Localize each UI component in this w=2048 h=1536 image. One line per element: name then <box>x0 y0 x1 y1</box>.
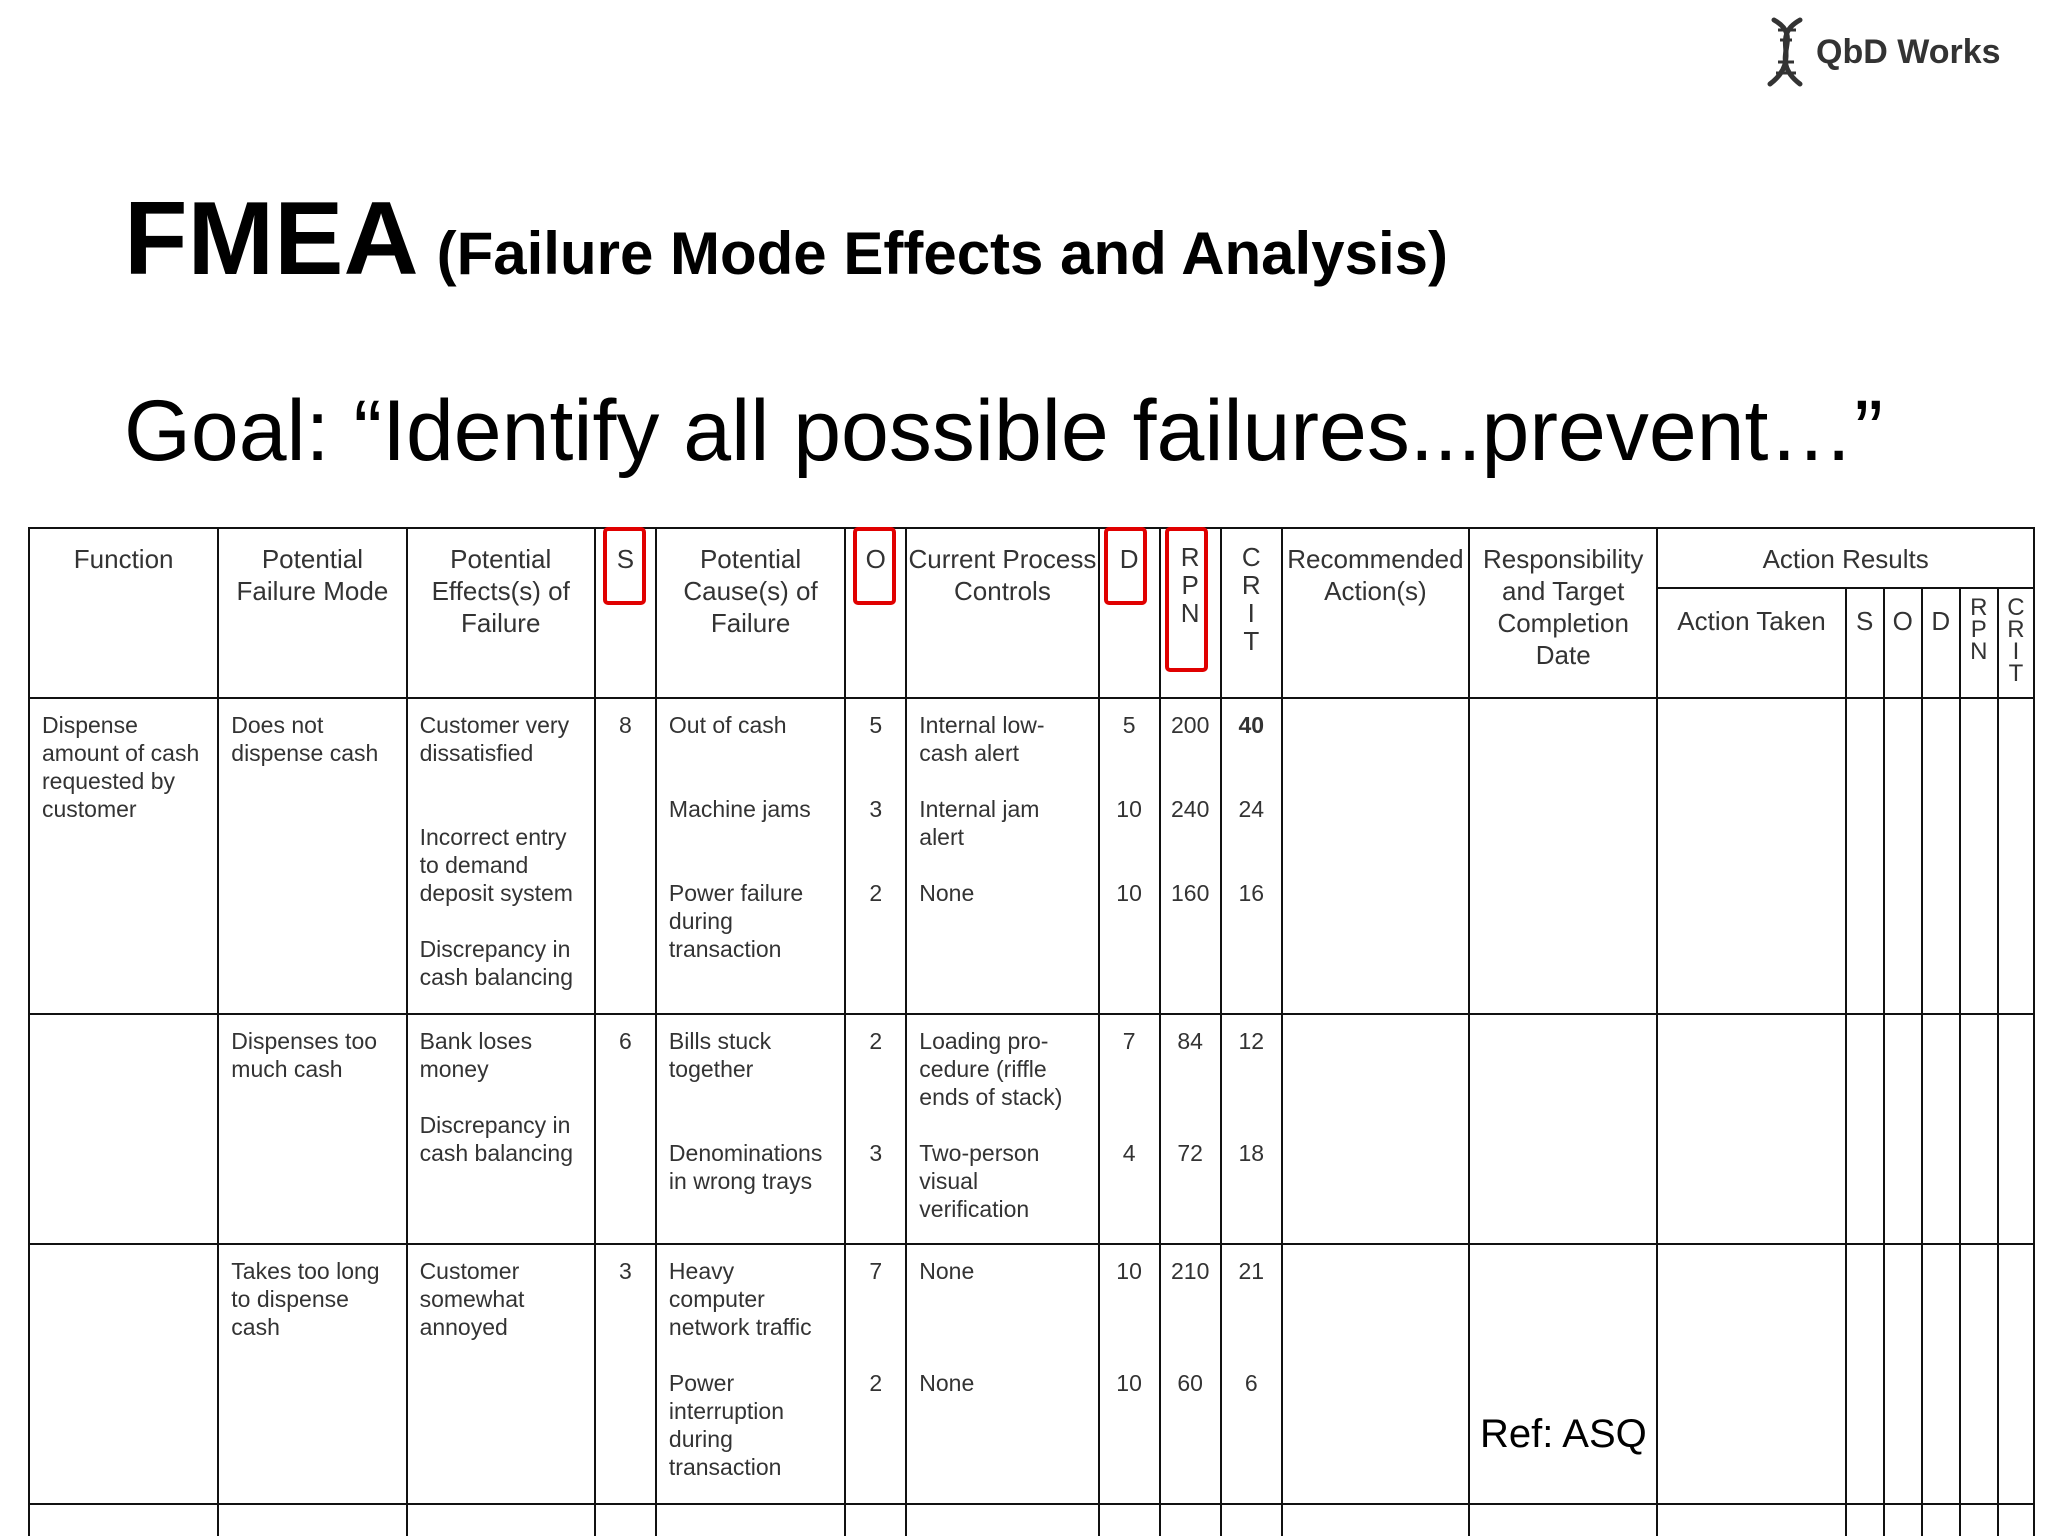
cell-ar-d <box>1922 698 1960 1014</box>
table-row <box>29 698 2034 1014</box>
cell-recommended <box>1282 698 1469 1014</box>
cell-ar-s <box>1846 1244 1884 1504</box>
title-main: FMEA <box>124 181 419 297</box>
cell-recommended <box>1282 1014 1469 1244</box>
cell-severity: 6 <box>595 1014 656 1244</box>
header-recommended-actions: Recommended Action(s) <box>1282 528 1469 698</box>
header-action-results: Action Results <box>1657 528 2034 588</box>
cell-ar-s <box>1846 1014 1884 1244</box>
cell-ar-d <box>1922 1244 1960 1504</box>
header-failure-mode: Potential Failure Mode <box>218 528 406 698</box>
cell-ar-d <box>1922 1014 1960 1244</box>
cell-ar-rpn <box>1960 1244 1998 1504</box>
cell-crit: 12 18 <box>1221 1014 1282 1244</box>
cell-detection: 5 10 10 <box>1099 698 1160 1014</box>
highlight-rpn <box>1165 527 1208 672</box>
fmea-table <box>28 527 2035 1536</box>
cell-effects: Bank loses money Discrepancy in cash balancing <box>407 1014 595 1244</box>
cell-ar-crit <box>1998 1014 2034 1244</box>
qbd-works-logo <box>1756 16 2001 88</box>
header-effects: Potential Effects(s) of Failure <box>407 528 595 698</box>
dna-helix-icon <box>1756 16 1814 88</box>
cell-causes: Bills stuck together Denominations in wrong trays <box>656 1014 845 1244</box>
cell-function <box>29 1014 218 1244</box>
cell-failure-mode: Does not dispense cash <box>218 698 406 1014</box>
cell-effects: Customer somewhat annoyed <box>407 1244 595 1504</box>
cell-failure-mode: Takes too long to dispense cash <box>218 1244 406 1504</box>
header-responsibility: Responsibility and Target Completion Date <box>1469 528 1657 698</box>
header-crit: C R I T <box>1221 528 1282 698</box>
header-ar-detection: D <box>1922 588 1960 698</box>
cell-ar-o <box>1884 698 1922 1014</box>
header-severity: S <box>595 528 656 698</box>
fmea-table-wrapper <box>28 527 2035 1536</box>
cell-ar-rpn <box>1960 1014 1998 1244</box>
cell-rpn: 210 60 <box>1160 1244 1221 1504</box>
header-ar-crit: C R I T <box>1998 588 2034 698</box>
cell-occurrence: 2 3 <box>845 1014 906 1244</box>
cell-ar-rpn <box>1960 698 1998 1014</box>
page-title <box>124 180 1448 299</box>
cell-effects: Customer very dissatisfied Incorrect entry to demand deposit system Discrepancy in cash balancing <box>407 698 595 1014</box>
table-row <box>29 1014 2034 1244</box>
cell-rpn: 200 240 160 <box>1160 698 1221 1014</box>
cell-ar-s <box>1846 698 1884 1014</box>
cell-crit: 21 6 <box>1221 1244 1282 1504</box>
table-row <box>29 1504 2034 1536</box>
header-action-taken: Action Taken <box>1657 588 1845 698</box>
cell-crit: 40 24 16 <box>1221 698 1282 1014</box>
cell-detection: 10 10 <box>1099 1244 1160 1504</box>
title-subtitle: (Failure Mode Effects and Analysis) <box>436 220 1448 287</box>
header-detection: D <box>1099 528 1160 698</box>
cell-action-taken <box>1657 698 1845 1014</box>
header-causes: Potential Cause(s) of Failure <box>656 528 845 698</box>
cell-controls: Internal low-cash alert Internal jam alert None <box>906 698 1098 1014</box>
cell-responsibility <box>1469 698 1657 1014</box>
cell-occurrence: 5 3 2 <box>845 698 906 1014</box>
header-ar-occurrence: O <box>1884 588 1922 698</box>
cell-ar-crit <box>1998 1244 2034 1504</box>
cell-ar-o <box>1884 1014 1922 1244</box>
header-ar-severity: S <box>1846 588 1884 698</box>
cell-failure-mode: Dispenses too much cash <box>218 1014 406 1244</box>
cell-function <box>29 1244 218 1504</box>
logo-text: QbD Works <box>1816 32 2001 71</box>
cell-function: Dispense amount of cash requested by customer <box>29 698 218 1014</box>
cell-ar-crit <box>1998 698 2034 1014</box>
cell-action-taken <box>1657 1244 1845 1504</box>
header-ar-rpn: R P N <box>1960 588 1998 698</box>
cell-rpn: 84 72 <box>1160 1014 1221 1244</box>
header-rpn: R P N <box>1160 528 1221 698</box>
cell-controls: None None <box>906 1244 1098 1504</box>
cell-action-taken <box>1657 1014 1845 1244</box>
cell-causes: Out of cash Machine jams Power failure during transaction <box>656 698 845 1014</box>
cell-responsibility <box>1469 1244 1657 1504</box>
table-row <box>29 1244 2034 1504</box>
reference-note: Ref: ASQ <box>1480 1412 1647 1456</box>
header-function: Function <box>29 528 218 698</box>
header-occurrence: O <box>845 528 906 698</box>
cell-severity: 3 <box>595 1244 656 1504</box>
cell-causes: Heavy computer network traffic Power interruption during transaction <box>656 1244 845 1504</box>
highlight-occurrence <box>853 527 896 605</box>
goal-statement: Goal: “Identify all possible failures...prevent…” <box>124 383 1884 479</box>
header-controls: Current Process Controls <box>906 528 1098 698</box>
cell-severity: 8 <box>595 698 656 1014</box>
cell-occurrence: 7 2 <box>845 1244 906 1504</box>
cell-recommended <box>1282 1244 1469 1504</box>
highlight-detection <box>1104 527 1147 605</box>
cell-responsibility <box>1469 1014 1657 1244</box>
cell-detection: 7 4 <box>1099 1014 1160 1244</box>
cell-ar-o <box>1884 1244 1922 1504</box>
cell-controls: Loading pro-cedure (riffle ends of stack) Two-person visual verification <box>906 1014 1098 1244</box>
highlight-severity <box>603 527 646 605</box>
